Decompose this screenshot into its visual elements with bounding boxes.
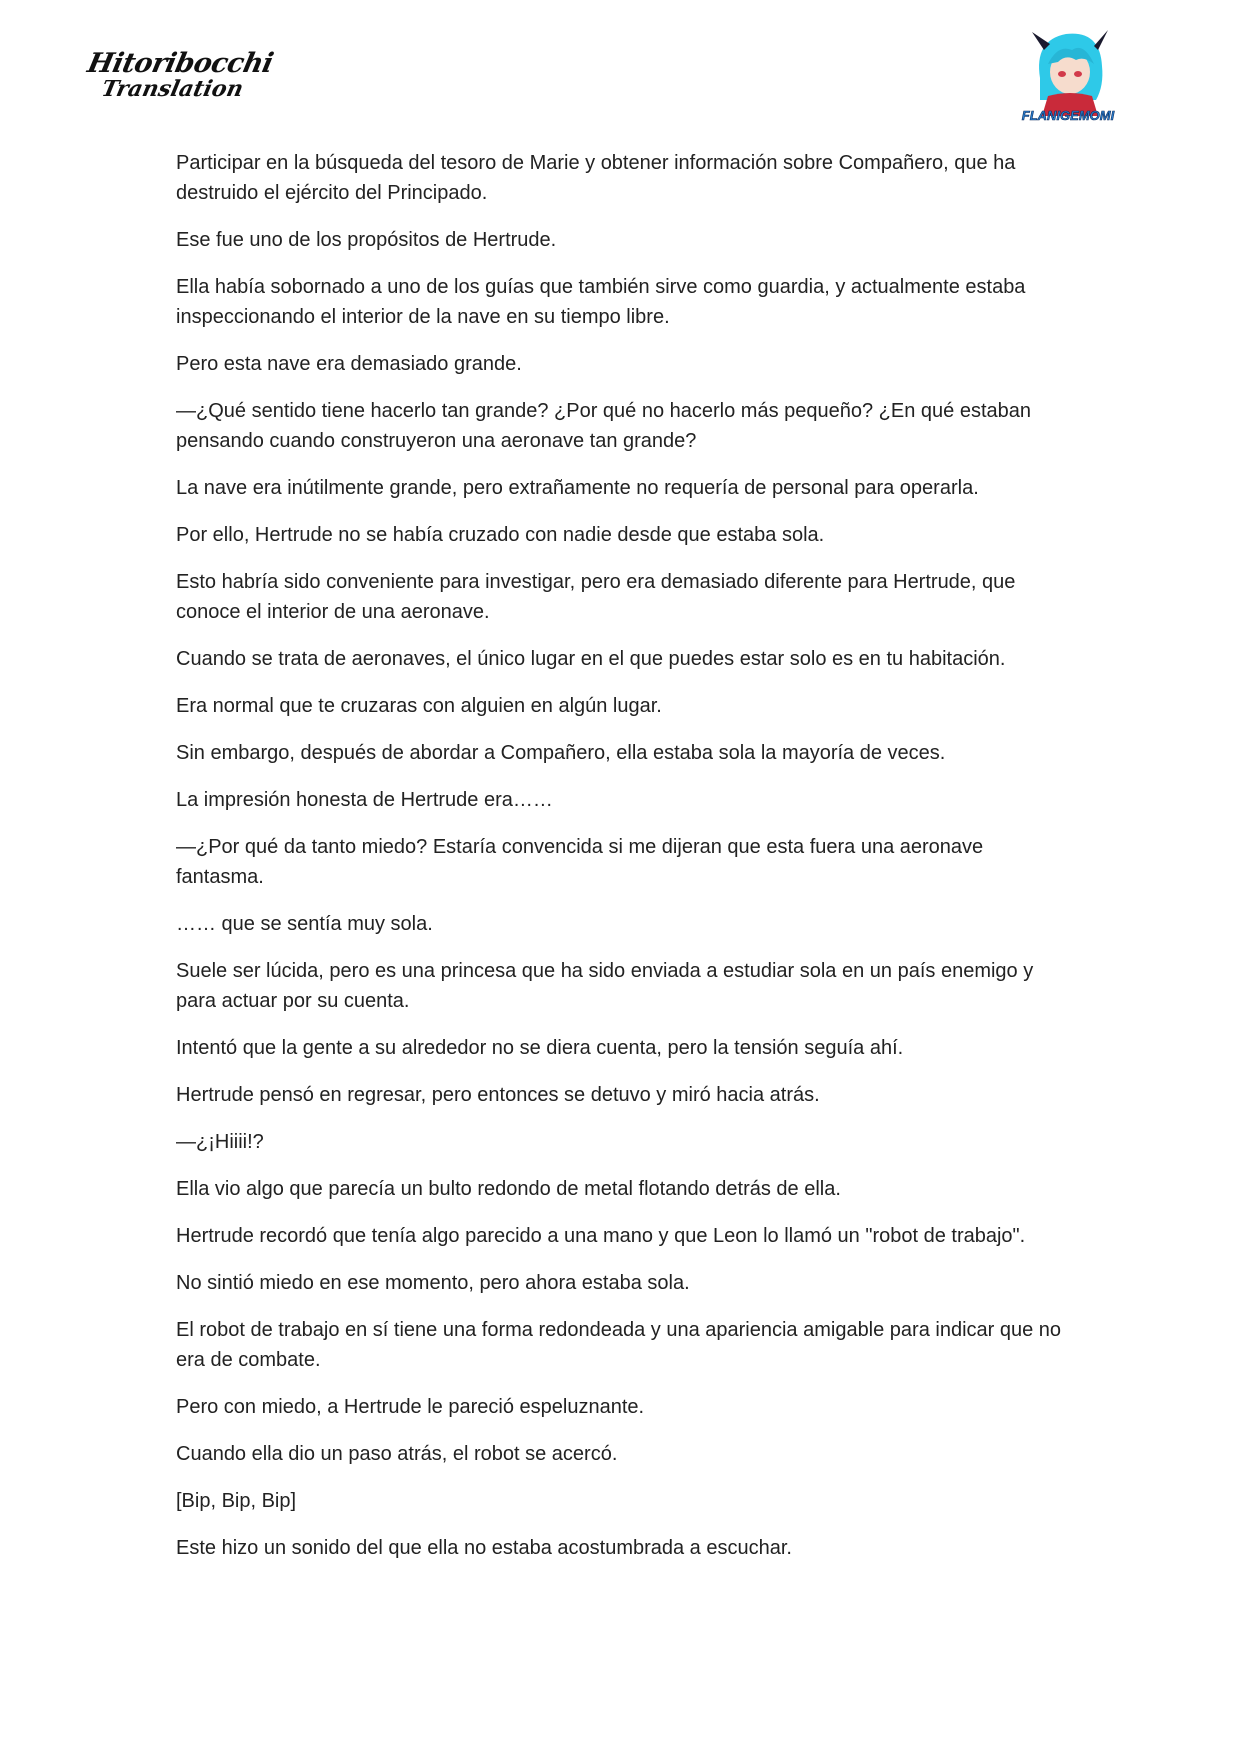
- paragraph: Pero esta nave era demasiado grande.: [176, 353, 522, 375]
- paragraph: No sintió miedo en ese momento, pero ahora estaba sola.: [176, 1272, 690, 1294]
- paragraph: Hertrude recordó que tenía algo parecido a una mano y que Leon lo llamó un "robot de trabajo".: [176, 1225, 1026, 1247]
- paragraph: —¿Qué sentido tiene hacerlo tan grande? ¿Por qué no hacerlo más pequeño? ¿En qué estaban pensando cuando construyeron una aeronave tan grande?: [176, 400, 1032, 452]
- translator-logo: [82, 46, 276, 110]
- paragraph: Suele ser lúcida, pero es una princesa que ha sido enviada a estudiar sola en un país enemigo y para actuar por su cuenta.: [176, 960, 1034, 1012]
- chapter-text: [176, 148, 1076, 1580]
- paragraph: Participar en la búsqueda del tesoro de Marie y obtener información sobre Compañero, que ha destruido el ejército del Principado.: [176, 152, 1016, 204]
- paragraph: Ella vio algo que parecía un bulto redondo de metal flotando detrás de ella.: [176, 1178, 841, 1200]
- paragraph: Ese fue uno de los propósitos de Hertrude.: [176, 229, 557, 251]
- mascot-logo: [1018, 20, 1118, 132]
- mascot-logo-text: FLANIGEMOMI: [1021, 108, 1115, 123]
- paragraph: Intentó que la gente a su alrededor no se diera cuenta, pero la tensión seguía ahí.: [176, 1037, 904, 1059]
- paragraph: Esto habría sido conveniente para investigar, pero era demasiado diferente para Hertrude, que conoce el interior de una aeronave.: [176, 571, 1016, 623]
- paragraph: Cuando ella dio un paso atrás, el robot se acercó.: [176, 1443, 618, 1465]
- paragraph: La impresión honesta de Hertrude era……: [176, 789, 553, 811]
- paragraph: Hertrude pensó en regresar, pero entonces se detuvo y miró hacia atrás.: [176, 1084, 820, 1106]
- paragraph: Cuando se trata de aeronaves, el único lugar en el que puedes estar solo es en tu habitación.: [176, 648, 1006, 670]
- paragraph: Por ello, Hertrude no se había cruzado con nadie desde que estaba sola.: [176, 524, 825, 546]
- paragraph: La nave era inútilmente grande, pero extrañamente no requería de personal para operarla.: [176, 477, 979, 499]
- paragraph: Sin embargo, después de abordar a Compañero, ella estaba sola la mayoría de veces.: [176, 742, 946, 764]
- paragraph: …… que se sentía muy sola.: [176, 913, 433, 935]
- logo-line-1: Hitoribocchi: [84, 48, 276, 79]
- mascot-icon: [1018, 20, 1118, 132]
- logo-line-2: Translation: [99, 76, 246, 102]
- paragraph: —¿¡Hiiii!?: [176, 1131, 264, 1153]
- paragraph: —¿Por qué da tanto miedo? Estaría convencida si me dijeran que esta fuera una aeronave fantasma.: [176, 836, 984, 888]
- paragraph: Este hizo un sonido del que ella no estaba acostumbrada a escuchar.: [176, 1537, 792, 1559]
- paragraph: El robot de trabajo en sí tiene una forma redondeada y una apariencia amigable para indicar que no era de combate.: [176, 1319, 1062, 1371]
- paragraph: [Bip, Bip, Bip]: [176, 1490, 297, 1512]
- paragraph: Pero con miedo, a Hertrude le pareció espeluznante.: [176, 1396, 645, 1418]
- paragraph: Era normal que te cruzaras con alguien en algún lugar.: [176, 695, 662, 717]
- paragraph: Ella había sobornado a uno de los guías que también sirve como guardia, y actualmente estaba inspeccionando el interior de la nave en su tiempo libre.: [176, 276, 1026, 328]
